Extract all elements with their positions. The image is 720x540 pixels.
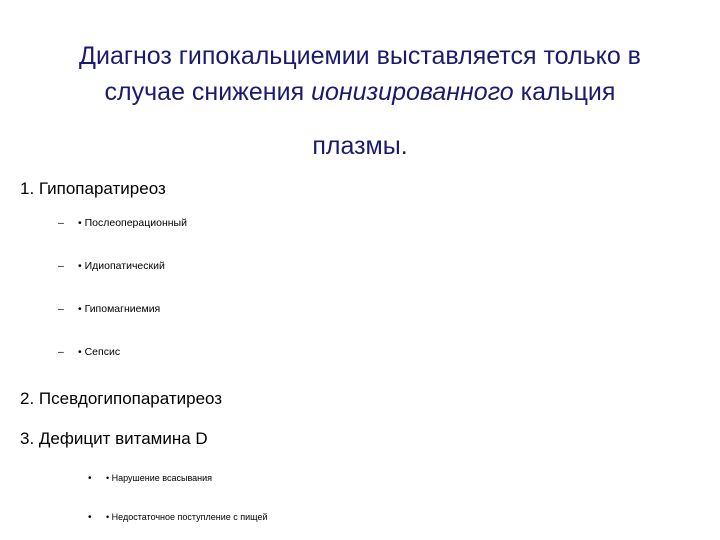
- sub-item-label: • Послеоперационный: [78, 217, 187, 229]
- sub-item-sepsis: [58, 345, 120, 359]
- dash-marker: –: [58, 260, 64, 272]
- sub-item-malabsorption: [88, 472, 212, 485]
- list-item-vitamin-d-deficiency: 3. Дефицит витамина D: [20, 429, 208, 448]
- sub-item-idiopathic: [58, 259, 165, 273]
- dash-marker: –: [58, 303, 64, 315]
- slide-title: [40, 38, 680, 164]
- sub-item-postoperative: [58, 216, 187, 230]
- title-line-2-end: кальция: [513, 78, 616, 106]
- sub-item-hypomagnesemia: [58, 302, 160, 316]
- sub-item-label: • Идиопатический: [78, 260, 165, 272]
- sub-item-label: • Нарушение всасывания: [106, 473, 213, 483]
- sub-item-label: • Сепсис: [78, 346, 121, 358]
- title-line-2-start: случае снижения: [104, 78, 312, 106]
- title-line-2: [40, 74, 680, 110]
- title-line-1: Диагноз гипокальциемии выставляется только в: [79, 42, 641, 70]
- sub-item-label: • Недостаточное поступление с пищей: [106, 512, 268, 522]
- sub-item-dietary-insufficiency: [88, 511, 268, 524]
- sub-item-label: • Гипомагниемия: [78, 303, 161, 315]
- bullet-marker: •: [88, 512, 92, 523]
- title-line-3: плазмы.: [312, 132, 408, 160]
- list-item-hypoparathyroidism: 1. Гипопаратиреоз: [20, 179, 166, 198]
- list-item-pseudohypoparathyroidism: 2. Псевдогипопаратиреоз: [20, 389, 223, 408]
- title-italic-word: ионизированного: [311, 78, 514, 106]
- dash-marker: –: [58, 217, 64, 229]
- dash-marker: –: [58, 346, 64, 358]
- bullet-marker: •: [88, 473, 92, 484]
